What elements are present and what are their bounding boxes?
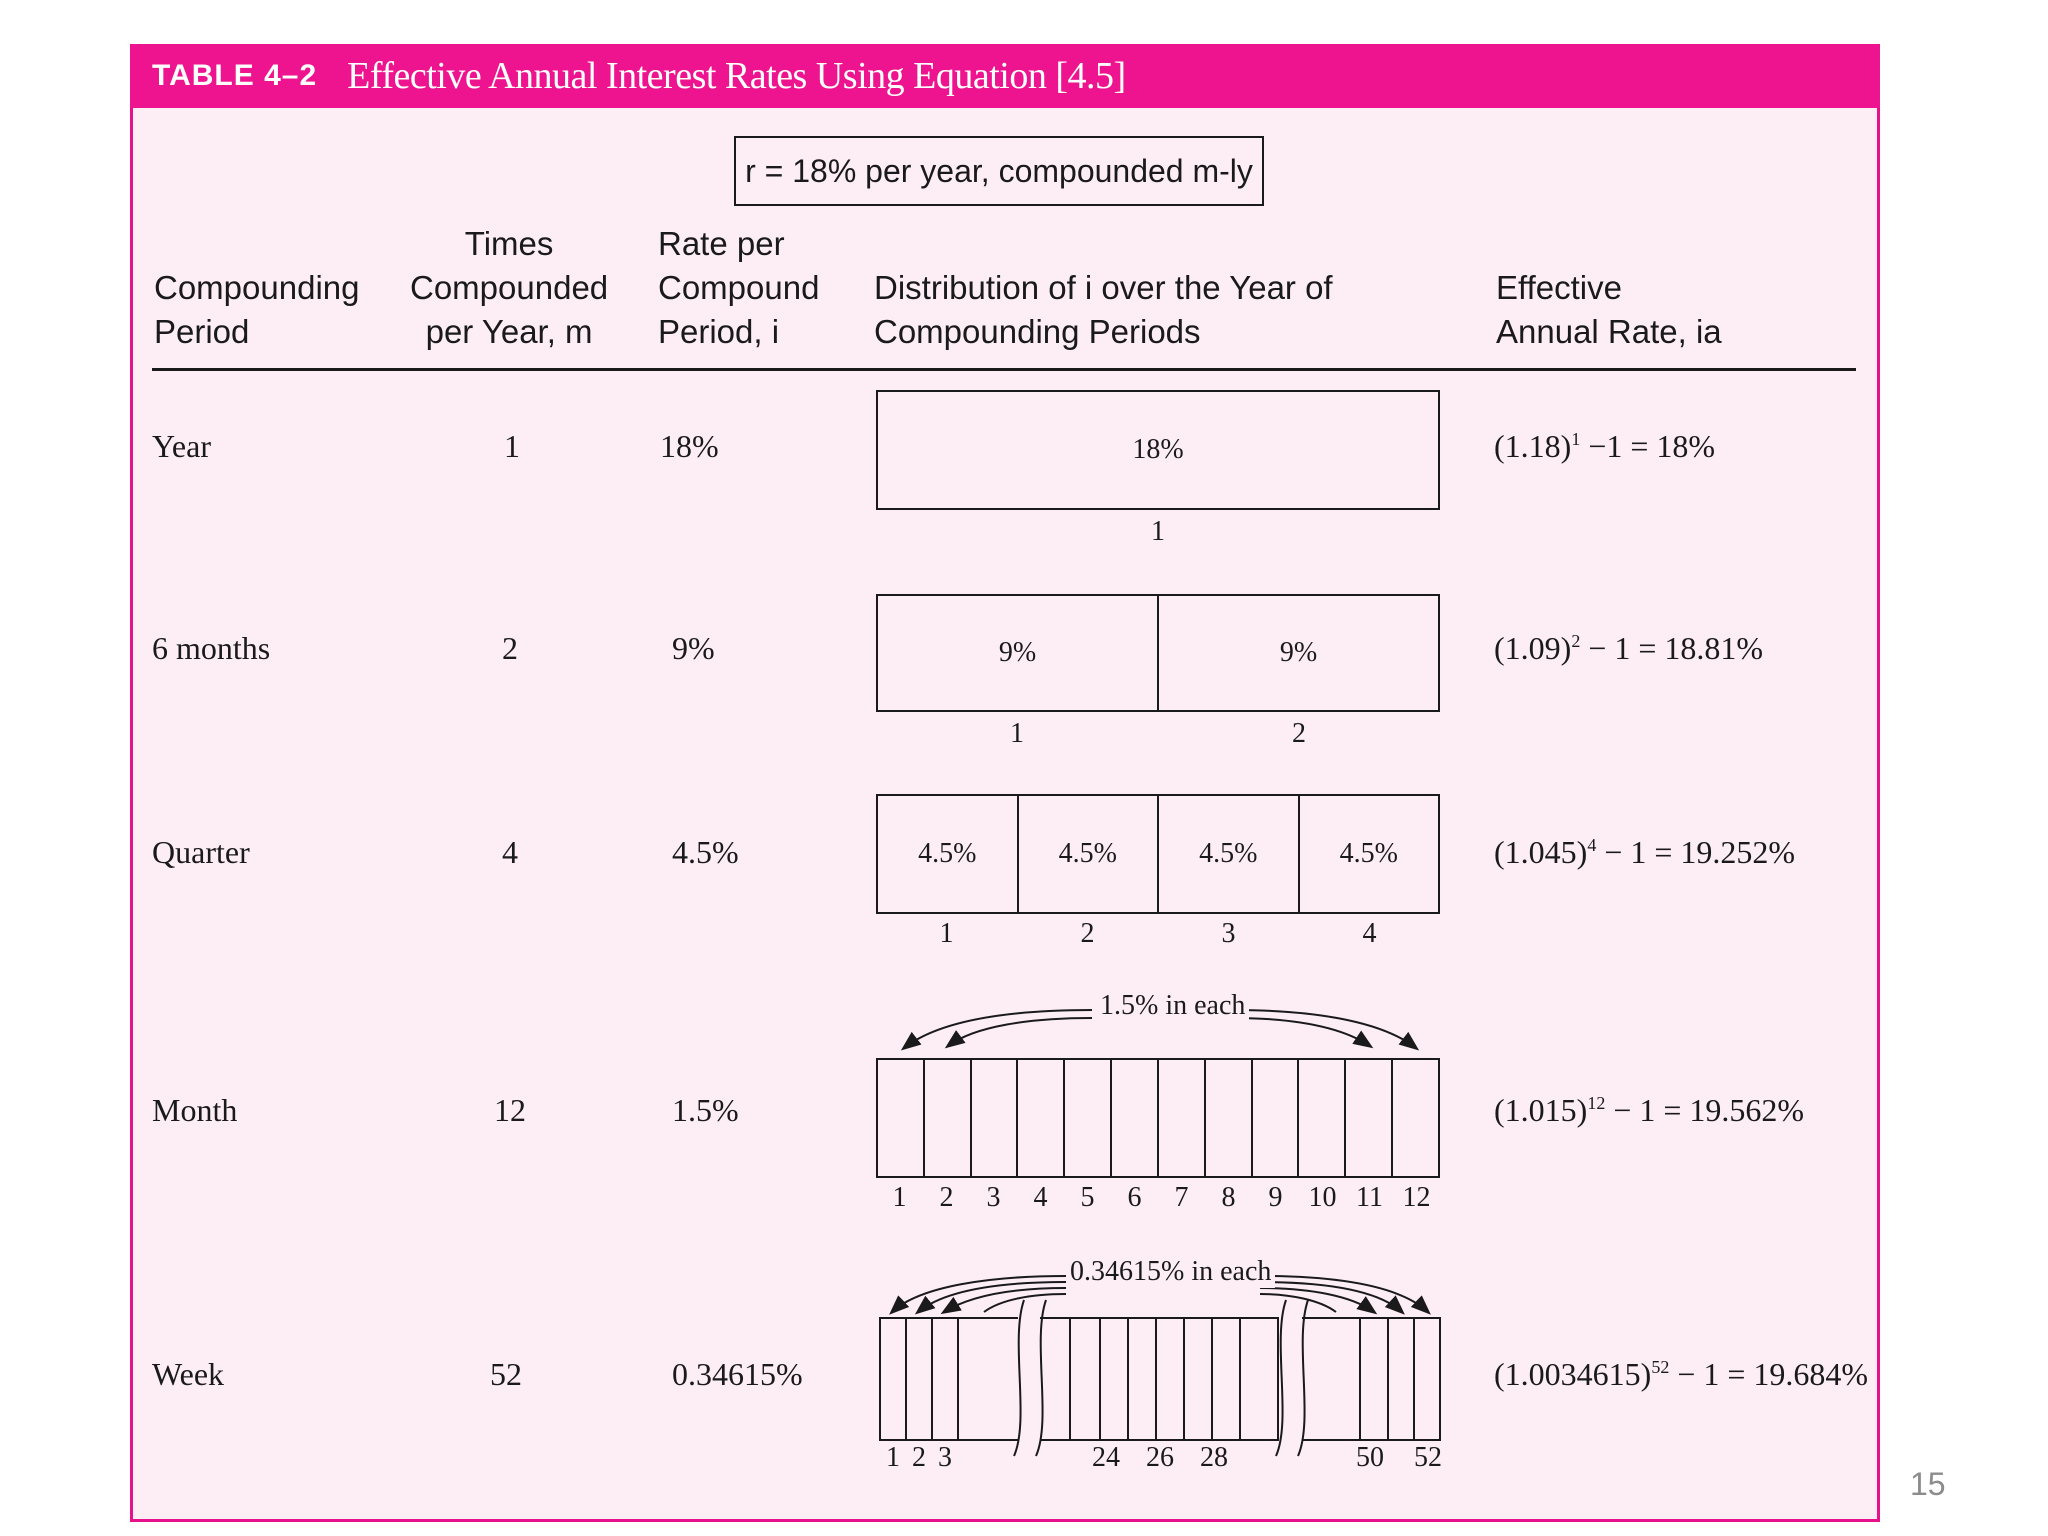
week-arc [892, 1276, 1066, 1312]
row-week-rate: 0.34615% [672, 1356, 803, 1392]
period-label: 1 [892, 1182, 907, 1213]
month-arc-right-inner [1232, 1018, 1370, 1046]
row-month-period: Month [152, 1092, 238, 1128]
week-label: 1 [886, 1442, 900, 1473]
eff-exponent: 4 [1587, 835, 1597, 855]
week-arc [1260, 1282, 1402, 1312]
week-label: 26 [1146, 1442, 1174, 1473]
table-title: Effective Annual Interest Rates Using Equation [4.5] [347, 55, 1126, 97]
row-quarter-rate: 4.5% [672, 834, 739, 870]
period-label: 11 [1356, 1182, 1383, 1213]
row-month-rate: 1.5% [672, 1092, 739, 1128]
week-label: 24 [1092, 1442, 1120, 1473]
header-times-compounded: Times Compounded per Year, m [410, 225, 609, 350]
header-effective-rate: Effective Annual Rate, ia [1496, 269, 1722, 350]
table-label: TABLE 4–2 [152, 59, 318, 92]
period-label: 2 [1080, 918, 1095, 949]
week-arc [1260, 1294, 1336, 1312]
eff-base: (1.18) [1494, 428, 1572, 464]
period-label: 1 [939, 918, 954, 949]
segment: 4.5% [1298, 796, 1439, 912]
period-label: 3 [1221, 918, 1236, 949]
month-arc-left-inner [948, 1018, 1092, 1046]
table-subtitle: r = 18% per year, compounded m-ly [734, 136, 1264, 206]
segment: 4.5% [1017, 796, 1158, 912]
eff-base: (1.09) [1494, 630, 1572, 666]
row-week-m: 52 [490, 1356, 522, 1392]
row-year-m: 1 [504, 428, 520, 464]
header-compounding-period: Compounding Period [154, 269, 360, 350]
header-distribution: Distribution of i over the Year of Compounding Periods [874, 269, 1333, 350]
period-label: 2 [1292, 718, 1306, 749]
period-label: 10 [1308, 1182, 1337, 1213]
period-label: 9 [1268, 1182, 1283, 1213]
segment: 9% [998, 637, 1037, 668]
eff-result: −1 = 18% [1588, 428, 1716, 464]
week-label: 28 [1200, 1442, 1228, 1473]
period-label: 1 [1010, 718, 1024, 749]
period-label: 3 [986, 1182, 1001, 1213]
eff-exponent: 2 [1571, 631, 1581, 651]
period-label: 12 [1402, 1182, 1431, 1213]
week-label: 50 [1356, 1442, 1384, 1473]
row-quarter-m: 4 [502, 834, 518, 870]
week-arc [984, 1294, 1066, 1312]
period-label: 7 [1174, 1182, 1189, 1213]
eff-result: − 1 = 19.562% [1613, 1092, 1805, 1128]
week-note: 0.34615% in each [1066, 1256, 1275, 1288]
eff-result: − 1 = 19.252% [1604, 834, 1796, 870]
eff-exponent: 52 [1651, 1357, 1670, 1377]
segment: 18% [1132, 434, 1184, 465]
period-label: 4 [1033, 1182, 1048, 1213]
eff-result: − 1 = 19.684% [1677, 1356, 1869, 1392]
week-label: 2 [912, 1442, 926, 1473]
row-month-m: 12 [494, 1092, 526, 1128]
eff-base: (1.045) [1494, 834, 1588, 870]
row-year-rate: 18% [660, 428, 719, 464]
week-label: 52 [1414, 1442, 1442, 1473]
row-6months-m: 2 [502, 630, 518, 666]
eff-result: − 1 = 18.81% [1588, 630, 1764, 666]
week-label: 3 [938, 1442, 952, 1473]
period-label: 6 [1127, 1182, 1142, 1213]
row-6months-period: 6 months [152, 630, 271, 666]
week-strip [880, 1300, 1440, 1456]
row-week-period: Week [152, 1356, 225, 1392]
eff-exponent: 12 [1587, 1093, 1606, 1113]
eff-base: (1.0034615) [1494, 1356, 1652, 1392]
period-label: 8 [1221, 1182, 1236, 1213]
segment: 4.5% [918, 838, 977, 869]
header-rate-per-period: Rate per Compound Period, i [658, 225, 820, 350]
week-arc [1260, 1276, 1428, 1312]
period-label: 2 [939, 1182, 954, 1213]
eff-exponent: 1 [1571, 429, 1581, 449]
period-label: 4 [1362, 918, 1377, 949]
row-year-period: Year [152, 428, 211, 464]
segment: 4.5% [1157, 796, 1298, 912]
slide-number: 15 [1910, 1466, 1946, 1502]
month-note: 1.5% in each [1096, 990, 1249, 1022]
row-quarter-period: Quarter [152, 834, 250, 870]
month-arc-left-outer [904, 1010, 1092, 1048]
period-label: 5 [1080, 1182, 1095, 1213]
row-6months-rate: 9% [672, 630, 715, 666]
eff-base: (1.015) [1494, 1092, 1588, 1128]
segment: 9% [1157, 596, 1438, 710]
month-arc-right-outer [1232, 1010, 1416, 1048]
period-label: 1 [1151, 516, 1165, 547]
